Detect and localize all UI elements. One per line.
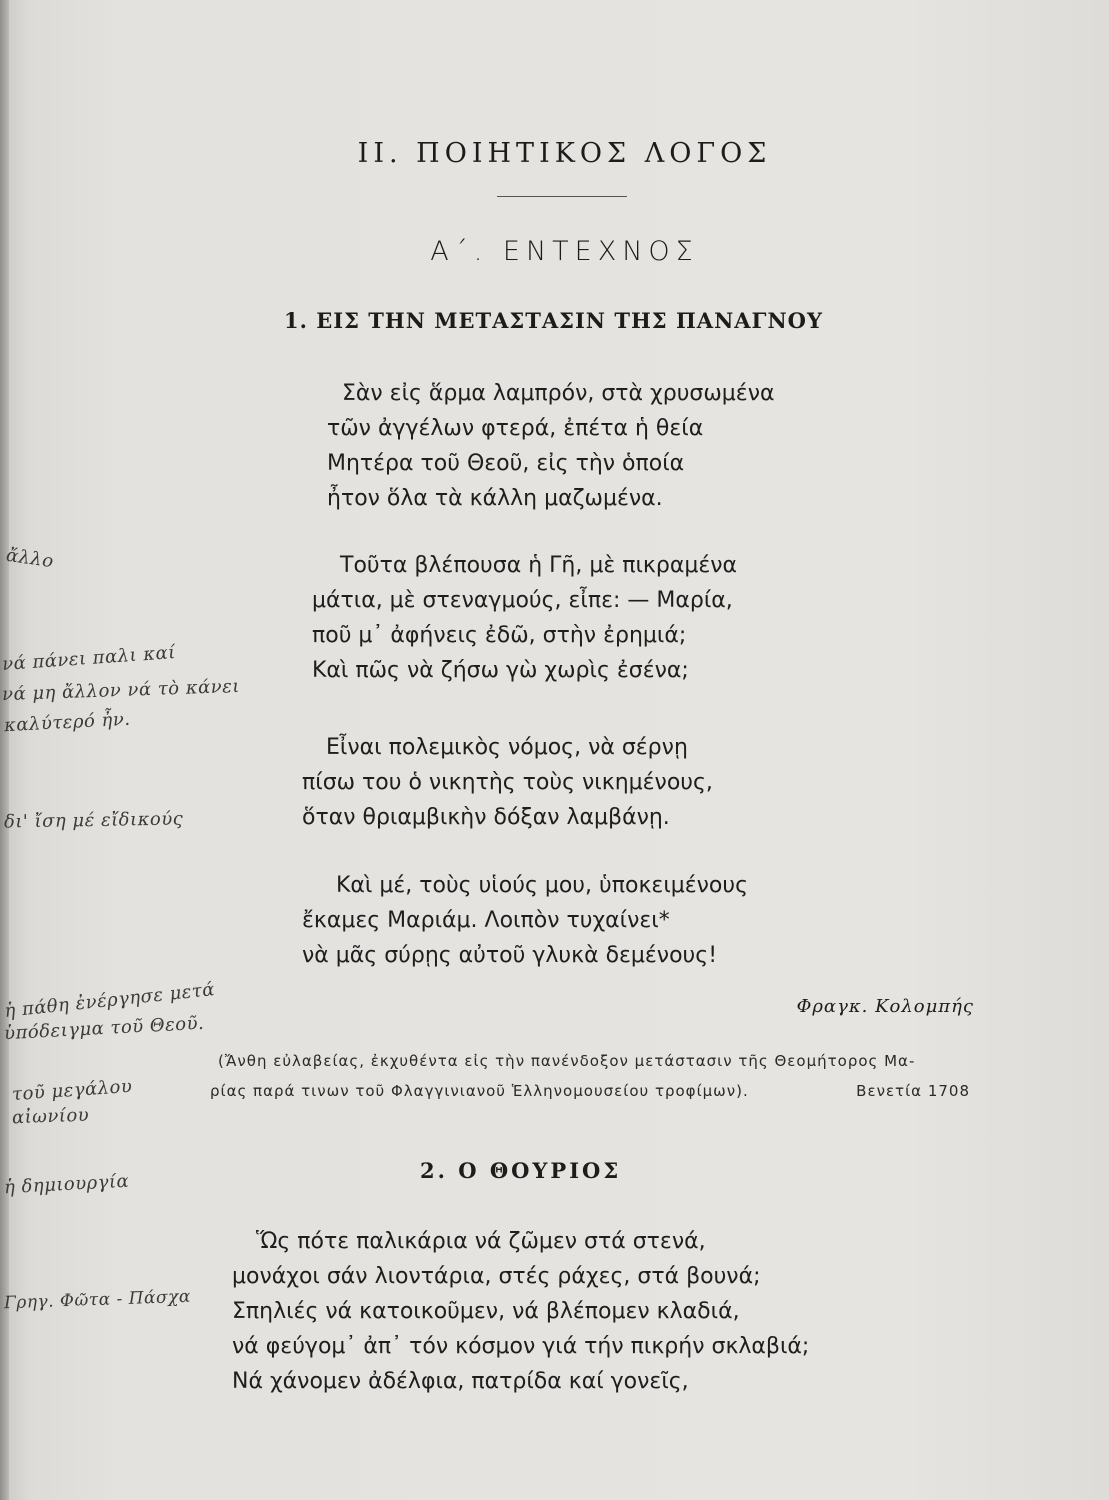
margin-note: Γρηγ. Φῶτα - Πάσχα <box>3 1286 192 1314</box>
verse-line: Νά χάνομεν ἀδέλφια, πατρίδα καί γονεῖς, <box>232 1369 689 1394</box>
poem2-heading: 2. Ο ΘΟΥΡΙΟΣ <box>420 1158 622 1183</box>
section-subtitle: Α΄. ΕΝΤΕΧΝΟΣ <box>430 236 699 267</box>
margin-note: καλύτερό ἦν. <box>3 708 131 737</box>
poem2-verse <box>232 1224 809 1399</box>
margin-note: ἄλλο <box>4 544 56 573</box>
poem1-heading: 1. ΕΙΣ ΤΗΝ ΜΕΤΑΣΤΑΣΙΝ ΤΗΣ ΠΑΝΑΓΝΟΥ <box>284 308 823 333</box>
source-line: ρίας παρά τινων τοῦ Φλαγγινιανοῦ Ἑλληνομουσείου τροφίμων). <box>210 1082 749 1100</box>
poem1-author: Φραγκ. Κολομπής <box>796 996 974 1017</box>
poem1-stanza-1 <box>327 376 774 516</box>
verse-line: ὅταν θριαμβικὴν δόξαν λαμβάνῃ. <box>302 805 670 830</box>
verse-line: ἦτον ὅλα τὰ κάλλη μαζωμένα. <box>327 486 663 511</box>
verse-line: νὰ μᾶς σύρῃς αὐτοῦ γλυκὰ δεμένους! <box>302 943 718 968</box>
title-divider <box>497 196 627 197</box>
source-line: (Ἄνθη εὐλαβείας, ἐκχυθέντα εἰς τὴν πανένδοξον μετάστασιν τῆς Θεομήτορος Μα- <box>218 1052 916 1070</box>
verse-line: Εἶναι πολεμικὸς νόμος, νὰ σέρνῃ <box>326 735 688 760</box>
verse-line: Καὶ πῶς νὰ ζήσω γὼ χωρὶς ἐσένα; <box>312 658 689 683</box>
margin-note: νά μη ἄλλον νά τὸ κάνει <box>1 675 241 706</box>
margin-note: αἰωνίου <box>11 1104 90 1129</box>
verse-line: πίσω του ὁ νικητὴς τοὺς νικημένους, <box>302 770 713 795</box>
margin-note: ἡ πάθη ἐνέργησε μετά <box>3 979 216 1022</box>
margin-note: ἡ δημιουργία <box>3 1170 130 1199</box>
margin-note: τοῦ μεγάλου <box>11 1075 134 1106</box>
margin-note: δι' ἴση μέ εἴδικούς <box>3 808 184 833</box>
source-line-row <box>210 1076 970 1106</box>
verse-line: νά φεύγομ᾽ ἀπ᾽ τόν κόσμον γιά τήν πικρήν σκλαβιά; <box>232 1334 810 1359</box>
verse-line: μάτια, μὲ στεναγμούς, εἶπε: — Μαρία, <box>312 588 733 613</box>
verse-line: Μητέρα τοῦ Θεοῦ, εἰς τὴν ὁποία <box>327 451 685 476</box>
verse-line: τῶν ἀγγέλων φτερά, ἐπέτα ἡ θεία <box>327 416 704 441</box>
poem1-stanza-4 <box>302 868 748 973</box>
margin-note: ὑπόδειγμα τοῦ Θεοῦ. <box>3 1012 205 1045</box>
book-binding-edge <box>0 0 9 1500</box>
poem1-stanza-3 <box>302 730 713 835</box>
section-title: ΙΙ. ΠΟΙΗΤΙΚΟΣ ΛΟΓΟΣ <box>357 138 772 169</box>
verse-line: ἔκαμες Μαριάμ. Λοιπὸν τυχαίνει* <box>302 908 670 933</box>
verse-line: Ὥς πότε παλικάρια νά ζῶμεν στά στενά, <box>256 1229 706 1254</box>
verse-line: μονάχοι σάν λιοντάρια, στές ράχες, στά βουνά; <box>232 1264 761 1289</box>
verse-line: Σὰν εἰς ἅρμα λαμπρόν, στὰ χρυσωμένα <box>342 381 775 406</box>
verse-line: Σπηλιές νά κατοικοῦμεν, νά βλέπομεν κλαδιά, <box>232 1299 740 1324</box>
poem1-stanza-2 <box>312 548 737 688</box>
source-place-year: Βενετία 1708 <box>856 1082 970 1100</box>
verse-line: ποῦ μ᾽ ἀφήνεις ἐδῶ, στὴν ἐρημιά; <box>312 623 687 648</box>
poem1-source-note <box>210 1046 970 1106</box>
verse-line: Τοῦτα βλέπουσα ἡ Γῆ, μὲ πικραμένα <box>340 553 737 578</box>
verse-line: Καὶ μέ, τοὺς υἱούς μου, ὑποκειμένους <box>336 873 749 898</box>
margin-note: νά πάνει παλι καί <box>1 641 177 676</box>
